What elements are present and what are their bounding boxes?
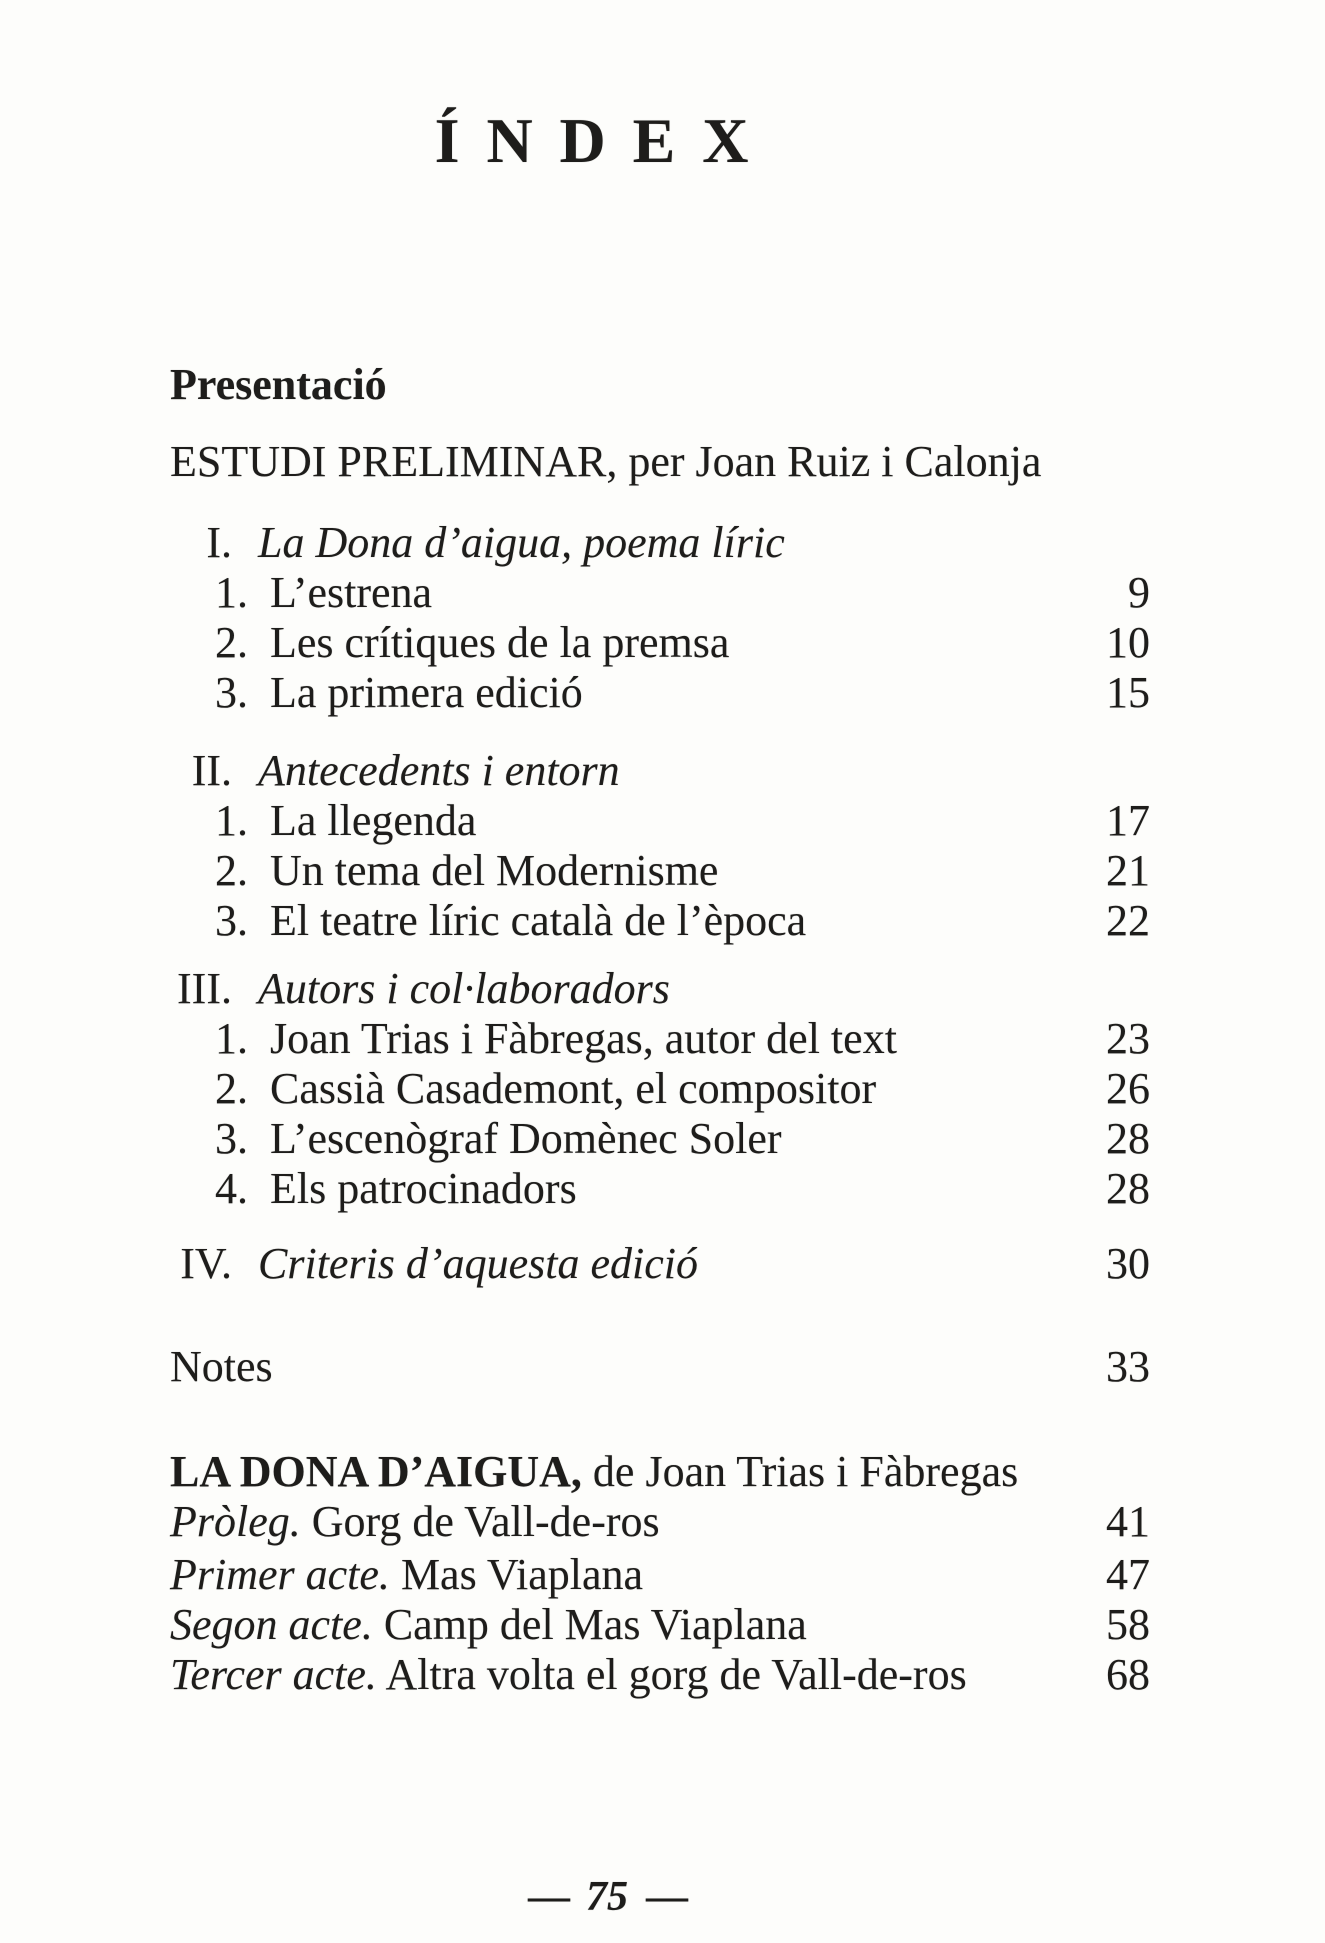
part-label-group <box>170 1600 1070 1650</box>
section-title: Antecedents i entorn <box>258 746 620 795</box>
item-label: L’escenògraf Domènec Soler <box>270 1114 782 1163</box>
folio-left-dash: — <box>528 1874 568 1920</box>
part-label: Mas Viaplana <box>389 1550 644 1599</box>
item-page-number: 9 <box>1128 568 1150 617</box>
toc-entry-work-heading <box>170 1447 1150 1497</box>
section-numeral: III. <box>177 964 232 1013</box>
item-label: Les crítiques de la premsa <box>270 618 730 667</box>
item-number: 4. <box>215 1164 248 1213</box>
item-label: Joan Trias i Fàbregas, autor del text <box>270 1014 897 1063</box>
item-page-number: 22 <box>1106 896 1150 945</box>
item-page-number: 10 <box>1106 618 1150 667</box>
toc-item <box>170 1014 1150 1064</box>
entry-page-number: 33 <box>1106 1342 1150 1391</box>
part-name: Primer acte. <box>170 1550 390 1599</box>
part-page-number: 58 <box>1106 1600 1150 1649</box>
item-page-number: 23 <box>1106 1014 1150 1063</box>
toc-entry-part <box>170 1600 1150 1650</box>
item-label: Cassià Casademont, el compositor <box>270 1064 877 1113</box>
item-label: La llegenda <box>270 796 477 845</box>
page-folio <box>117 1872 1097 1922</box>
item-page-number: 28 <box>1106 1114 1150 1163</box>
toc-entry-part <box>170 1550 1150 1600</box>
entry-label: Presentació <box>170 360 387 409</box>
item-number: 1. <box>215 568 248 617</box>
folio-right-dash: — <box>646 1874 686 1920</box>
toc-item <box>170 668 1150 718</box>
part-page-number: 47 <box>1106 1550 1150 1599</box>
folio-page-number: 75 <box>586 1874 628 1920</box>
item-label: Un tema del Modernisme <box>270 846 719 895</box>
item-number: 1. <box>215 1014 248 1063</box>
toc-section-heading <box>170 1239 1150 1289</box>
toc-item <box>170 846 1150 896</box>
item-number: 2. <box>215 1064 248 1113</box>
item-label: Els patrocinadors <box>270 1164 577 1213</box>
toc-item <box>170 896 1150 946</box>
section-numeral: I. <box>206 518 232 567</box>
work-heading <box>170 1447 1150 1497</box>
part-label: Altra volta el gorg de Vall-de-ros <box>376 1650 967 1699</box>
toc-item <box>170 1164 1150 1214</box>
item-number: 2. <box>215 846 248 895</box>
toc-item <box>170 1114 1150 1164</box>
toc-entry-part <box>170 1497 1150 1547</box>
toc-item <box>170 796 1150 846</box>
toc-section-heading <box>170 964 1150 1014</box>
part-label: Camp del Mas Viaplana <box>372 1600 807 1649</box>
toc-item <box>170 1064 1150 1114</box>
item-number: 3. <box>215 1114 248 1163</box>
section-numeral: IV. <box>180 1239 232 1288</box>
part-label-group <box>170 1550 1070 1600</box>
toc-item <box>170 568 1150 618</box>
part-name: Tercer acte. <box>170 1650 377 1699</box>
section-title: Autors i col·laboradors <box>258 964 670 1013</box>
part-page-number: 68 <box>1106 1650 1150 1699</box>
toc-entry-part <box>170 1650 1150 1700</box>
section-title: La Dona d’aigua, poema líric <box>258 518 785 567</box>
part-label-group <box>170 1497 1070 1547</box>
toc-entry-presentacio <box>170 360 1150 410</box>
item-label: El teatre líric català de l’època <box>270 896 807 945</box>
part-page-number: 41 <box>1106 1497 1150 1546</box>
item-page-number: 17 <box>1106 796 1150 845</box>
entry-label: ESTUDI PRELIMINAR, per Joan Ruiz i Calonja <box>170 437 1042 486</box>
item-label: L’estrena <box>270 568 433 617</box>
toc-entry-estudi-preliminar <box>170 437 1150 487</box>
work-author: de Joan Trias i Fàbregas <box>581 1447 1019 1496</box>
toc-section-heading <box>170 746 1150 796</box>
item-page-number: 21 <box>1106 846 1150 895</box>
item-page-number: 28 <box>1106 1164 1150 1213</box>
item-number: 2. <box>215 618 248 667</box>
item-number: 3. <box>215 896 248 945</box>
part-label: Gorg de Vall-de-ros <box>300 1497 660 1546</box>
part-name: Segon acte. <box>170 1600 373 1649</box>
part-name: Pròleg. <box>170 1497 301 1546</box>
table-of-contents <box>170 360 1150 1700</box>
work-title: LA DONA D’AIGUA, <box>170 1447 582 1496</box>
item-page-number: 26 <box>1106 1064 1150 1113</box>
item-page-number: 15 <box>1106 668 1150 717</box>
section-page-number: 30 <box>1106 1239 1150 1288</box>
toc-entry-notes <box>170 1342 1150 1392</box>
item-label: La primera edició <box>270 668 583 717</box>
section-numeral: II. <box>191 746 232 795</box>
toc-item <box>170 618 1150 668</box>
item-number: 1. <box>215 796 248 845</box>
entry-label: Notes <box>170 1342 273 1391</box>
part-label-group <box>170 1650 1070 1700</box>
item-number: 3. <box>215 668 248 717</box>
section-title: Criteris d’aquesta edició <box>258 1239 698 1288</box>
page-title: ÍNDEX <box>434 105 776 176</box>
toc-section-heading <box>170 518 1150 568</box>
